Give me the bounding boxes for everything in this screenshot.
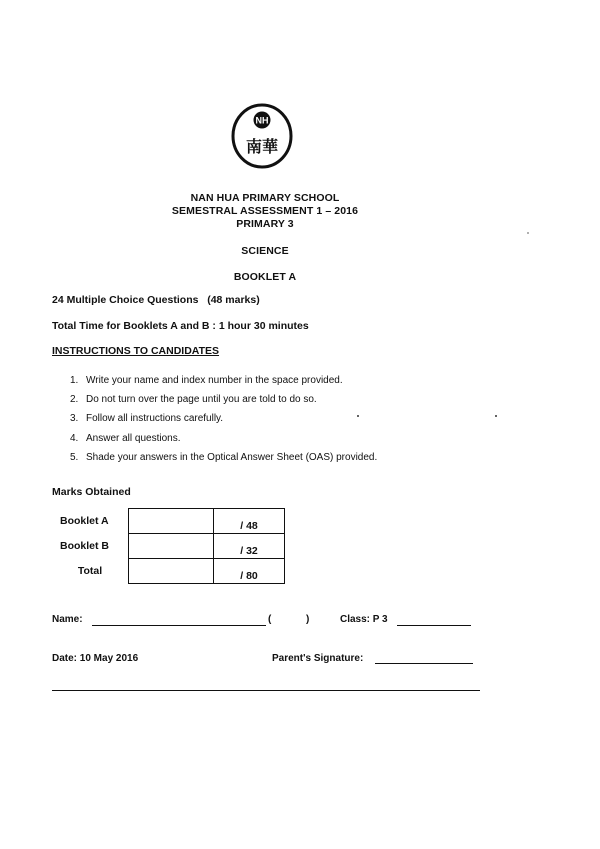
list-item — [70, 448, 377, 467]
subject: SCIENCE — [241, 245, 289, 257]
row-label: Total — [77, 565, 103, 577]
index-paren-close: ) — [306, 614, 310, 625]
list-item — [70, 390, 377, 409]
list-item — [70, 429, 377, 448]
logo-chinese-name: 南華 — [245, 137, 279, 156]
instructions-heading: INSTRUCTIONS TO CANDIDATES — [52, 345, 220, 357]
item-number: 3. — [70, 413, 79, 425]
date-label: Date: 10 May 2016 — [52, 653, 139, 664]
row-label: Booklet A — [60, 515, 109, 527]
item-text: Shade your answers in the Optical Answer Sheet (OAS) provided. — [86, 451, 378, 463]
scan-speck — [527, 232, 529, 234]
assessment-title: SEMESTRAL ASSESSMENT 1 – 2016 — [171, 205, 359, 217]
item-number: 2. — [70, 394, 79, 406]
obtained-cell — [129, 559, 214, 584]
name-field-line — [92, 625, 266, 626]
bottom-divider — [52, 690, 480, 691]
time-info: Total Time for Booklets A and B : 1 hour 30 minutes — [52, 320, 309, 332]
list-item — [70, 409, 377, 428]
signature-label: Parent's Signature: — [272, 653, 364, 664]
item-number: 4. — [70, 432, 79, 444]
item-text: Write your name and index number in the space provided. — [86, 375, 343, 386]
school-logo — [230, 102, 294, 170]
booklet-title: BOOKLET A — [233, 271, 297, 283]
obtained-cell — [129, 509, 214, 534]
index-paren-open: ( — [268, 614, 272, 625]
scan-speck — [495, 415, 497, 417]
instructions-list — [70, 371, 377, 467]
logo-monogram: NH — [255, 115, 269, 126]
obtained-cell — [129, 534, 214, 559]
class-label: Class: P 3 — [340, 614, 388, 625]
class-field-line — [397, 625, 471, 626]
max-marks-cell: / 80 — [214, 559, 285, 584]
item-number: 5. — [70, 451, 79, 463]
marks-table — [52, 508, 285, 584]
max-marks-cell: / 48 — [214, 509, 285, 534]
school-name: NAN HUA PRIMARY SCHOOL — [190, 192, 340, 204]
table-row — [52, 534, 285, 559]
table-row — [52, 509, 285, 534]
item-text: Do not turn over the page until you are told to do so. — [86, 394, 317, 406]
max-marks-cell: / 32 — [214, 534, 285, 559]
marks-heading: Marks Obtained — [52, 486, 131, 498]
item-text: Answer all questions. — [86, 432, 181, 444]
signature-field-line — [375, 663, 473, 664]
row-label: Booklet B — [60, 540, 110, 552]
questions-info: 24 Multiple Choice Questions (48 marks) — [52, 294, 260, 306]
table-row — [52, 559, 285, 584]
list-item — [70, 371, 377, 390]
level: PRIMARY 3 — [236, 218, 294, 230]
scan-speck — [357, 415, 359, 417]
item-number: 1. — [70, 375, 79, 386]
item-text: Follow all instructions carefully. — [86, 413, 224, 425]
name-label: Name: — [52, 614, 83, 625]
